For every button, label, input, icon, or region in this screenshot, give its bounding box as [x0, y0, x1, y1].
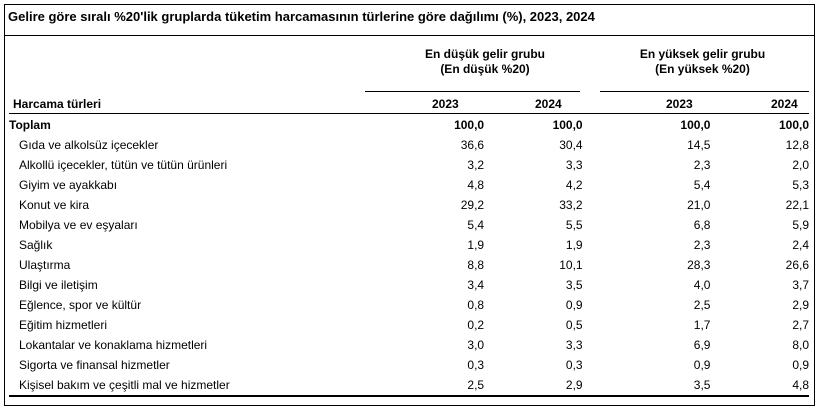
- cell-value: 2,5: [467, 378, 485, 392]
- cell-value: 1,9: [565, 238, 583, 252]
- group-header-lowest-line1: En düşük gelir grubu: [424, 47, 545, 61]
- cell-value: 1,9: [467, 238, 485, 252]
- cell-value: 0,2: [467, 318, 485, 332]
- table-row: [9, 135, 809, 155]
- table-row: [9, 375, 809, 395]
- cell-value: 100,0: [454, 118, 485, 132]
- group-header-lowest-line2: (En düşük %20): [440, 62, 530, 76]
- group-divider-lowest: [365, 91, 580, 92]
- table-row: [9, 255, 809, 275]
- cell-value: 2,0: [792, 158, 809, 172]
- row-label: Ulaştırma: [19, 258, 71, 272]
- table-bottom-rule: [9, 395, 809, 397]
- cell-value: 2,4: [792, 238, 809, 252]
- cell-value: 3,4: [467, 278, 485, 292]
- cell-value: 29,2: [460, 198, 485, 212]
- group-header-lowest: [380, 47, 590, 77]
- expenditure-table: [9, 115, 809, 395]
- table-row: [9, 215, 809, 235]
- cell-value: 0,3: [565, 358, 583, 372]
- cell-value: 33,2: [559, 198, 583, 212]
- row-label: Mobilya ve ev eşyaları: [19, 218, 138, 232]
- table-row: [9, 175, 809, 195]
- cell-value: 4,2: [565, 178, 583, 192]
- cell-value: 36,6: [460, 138, 485, 152]
- cell-value: 2,3: [693, 158, 711, 172]
- table-row: [9, 195, 809, 215]
- cell-value: 3,0: [467, 338, 485, 352]
- row-label: Kişisel bakım ve çeşitli mal ve hizmetler: [19, 378, 230, 392]
- header-divider: [9, 113, 809, 114]
- cell-value: 28,3: [687, 258, 711, 272]
- cell-value: 26,6: [785, 258, 809, 272]
- row-label: Eğitim hizmetleri: [19, 318, 108, 332]
- table-row: [9, 155, 809, 175]
- column-header-year: 2023: [666, 97, 693, 111]
- table-row-total: [9, 115, 809, 135]
- row-label: Sigorta ve finansal hizmetler: [19, 358, 170, 372]
- cell-value: 6,9: [693, 338, 711, 352]
- table-title: Gelire göre sıralı %20'lik gruplarda tüketim harcamasının türlerine göre dağılımı (%), 2023, 2024: [8, 9, 595, 24]
- cell-value: 5,4: [467, 218, 485, 232]
- cell-value: 0,8: [467, 298, 485, 312]
- row-label: Giyim ve ayakkabı: [19, 178, 118, 192]
- cell-value: 6,8: [693, 218, 711, 232]
- row-label: Toplam: [9, 118, 51, 132]
- table-row: [9, 335, 809, 355]
- group-divider-highest: [600, 91, 809, 92]
- cell-value: 30,4: [559, 138, 583, 152]
- cell-value: 3,5: [565, 278, 583, 292]
- cell-value: 4,8: [792, 378, 809, 392]
- cell-value: 3,7: [792, 278, 809, 292]
- cell-value: 2,9: [792, 298, 809, 312]
- cell-value: 8,8: [467, 258, 485, 272]
- cell-value: 100,0: [552, 118, 583, 132]
- title-divider: [4, 35, 815, 36]
- cell-value: 4,0: [693, 278, 711, 292]
- cell-value: 12,8: [785, 138, 809, 152]
- cell-value: 14,5: [687, 138, 711, 152]
- cell-value: 3,5: [693, 378, 711, 392]
- table-row: [9, 355, 809, 375]
- group-header-highest-line1: En yüksek gelir grubu: [639, 47, 766, 61]
- column-header-year: 2024: [535, 97, 562, 111]
- row-label: Bilgi ve iletişim: [19, 278, 98, 292]
- table-row: [9, 275, 809, 295]
- cell-value: 0,9: [693, 358, 711, 372]
- row-label: Eğlence, spor ve kültür: [19, 298, 142, 312]
- cell-value: 5,5: [565, 218, 583, 232]
- cell-value: 3,3: [565, 338, 583, 352]
- group-header-highest-line2: (En yüksek %20): [655, 62, 750, 76]
- cell-value: 100,0: [778, 118, 809, 132]
- cell-value: 0,9: [792, 358, 809, 372]
- row-label: Gıda ve alkolsüz içecekler: [19, 138, 159, 152]
- cell-value: 22,1: [785, 198, 809, 212]
- cell-value: 2,7: [792, 318, 809, 332]
- cell-value: 10,1: [559, 258, 583, 272]
- cell-value: 2,5: [693, 298, 711, 312]
- cell-value: 3,2: [467, 158, 485, 172]
- column-header-category: Harcama türleri: [13, 97, 102, 111]
- table-row: [9, 235, 809, 255]
- cell-value: 3,3: [565, 158, 583, 172]
- table-row: [9, 315, 809, 335]
- row-label: Lokantalar ve konaklama hizmetleri: [19, 338, 208, 352]
- cell-value: 0,3: [467, 358, 485, 372]
- column-header-year: 2024: [771, 97, 798, 111]
- column-header-year: 2023: [432, 97, 459, 111]
- cell-value: 5,3: [792, 178, 809, 192]
- cell-value: 0,5: [565, 318, 583, 332]
- group-header-highest: [595, 47, 810, 77]
- row-label: Alkollü içecekler, tütün ve tütün ürünleri: [19, 158, 228, 172]
- cell-value: 1,7: [693, 318, 711, 332]
- cell-value: 21,0: [687, 198, 711, 212]
- row-label: Sağlık: [19, 238, 53, 252]
- cell-value: 100,0: [680, 118, 711, 132]
- cell-value: 5,9: [792, 218, 809, 232]
- cell-value: 4,8: [467, 178, 485, 192]
- cell-value: 2,3: [693, 238, 711, 252]
- row-label: Konut ve kira: [19, 198, 90, 212]
- cell-value: 0,9: [565, 298, 583, 312]
- cell-value: 8,0: [792, 338, 809, 352]
- cell-value: 5,4: [693, 178, 711, 192]
- table-row: [9, 295, 809, 315]
- cell-value: 2,9: [565, 378, 583, 392]
